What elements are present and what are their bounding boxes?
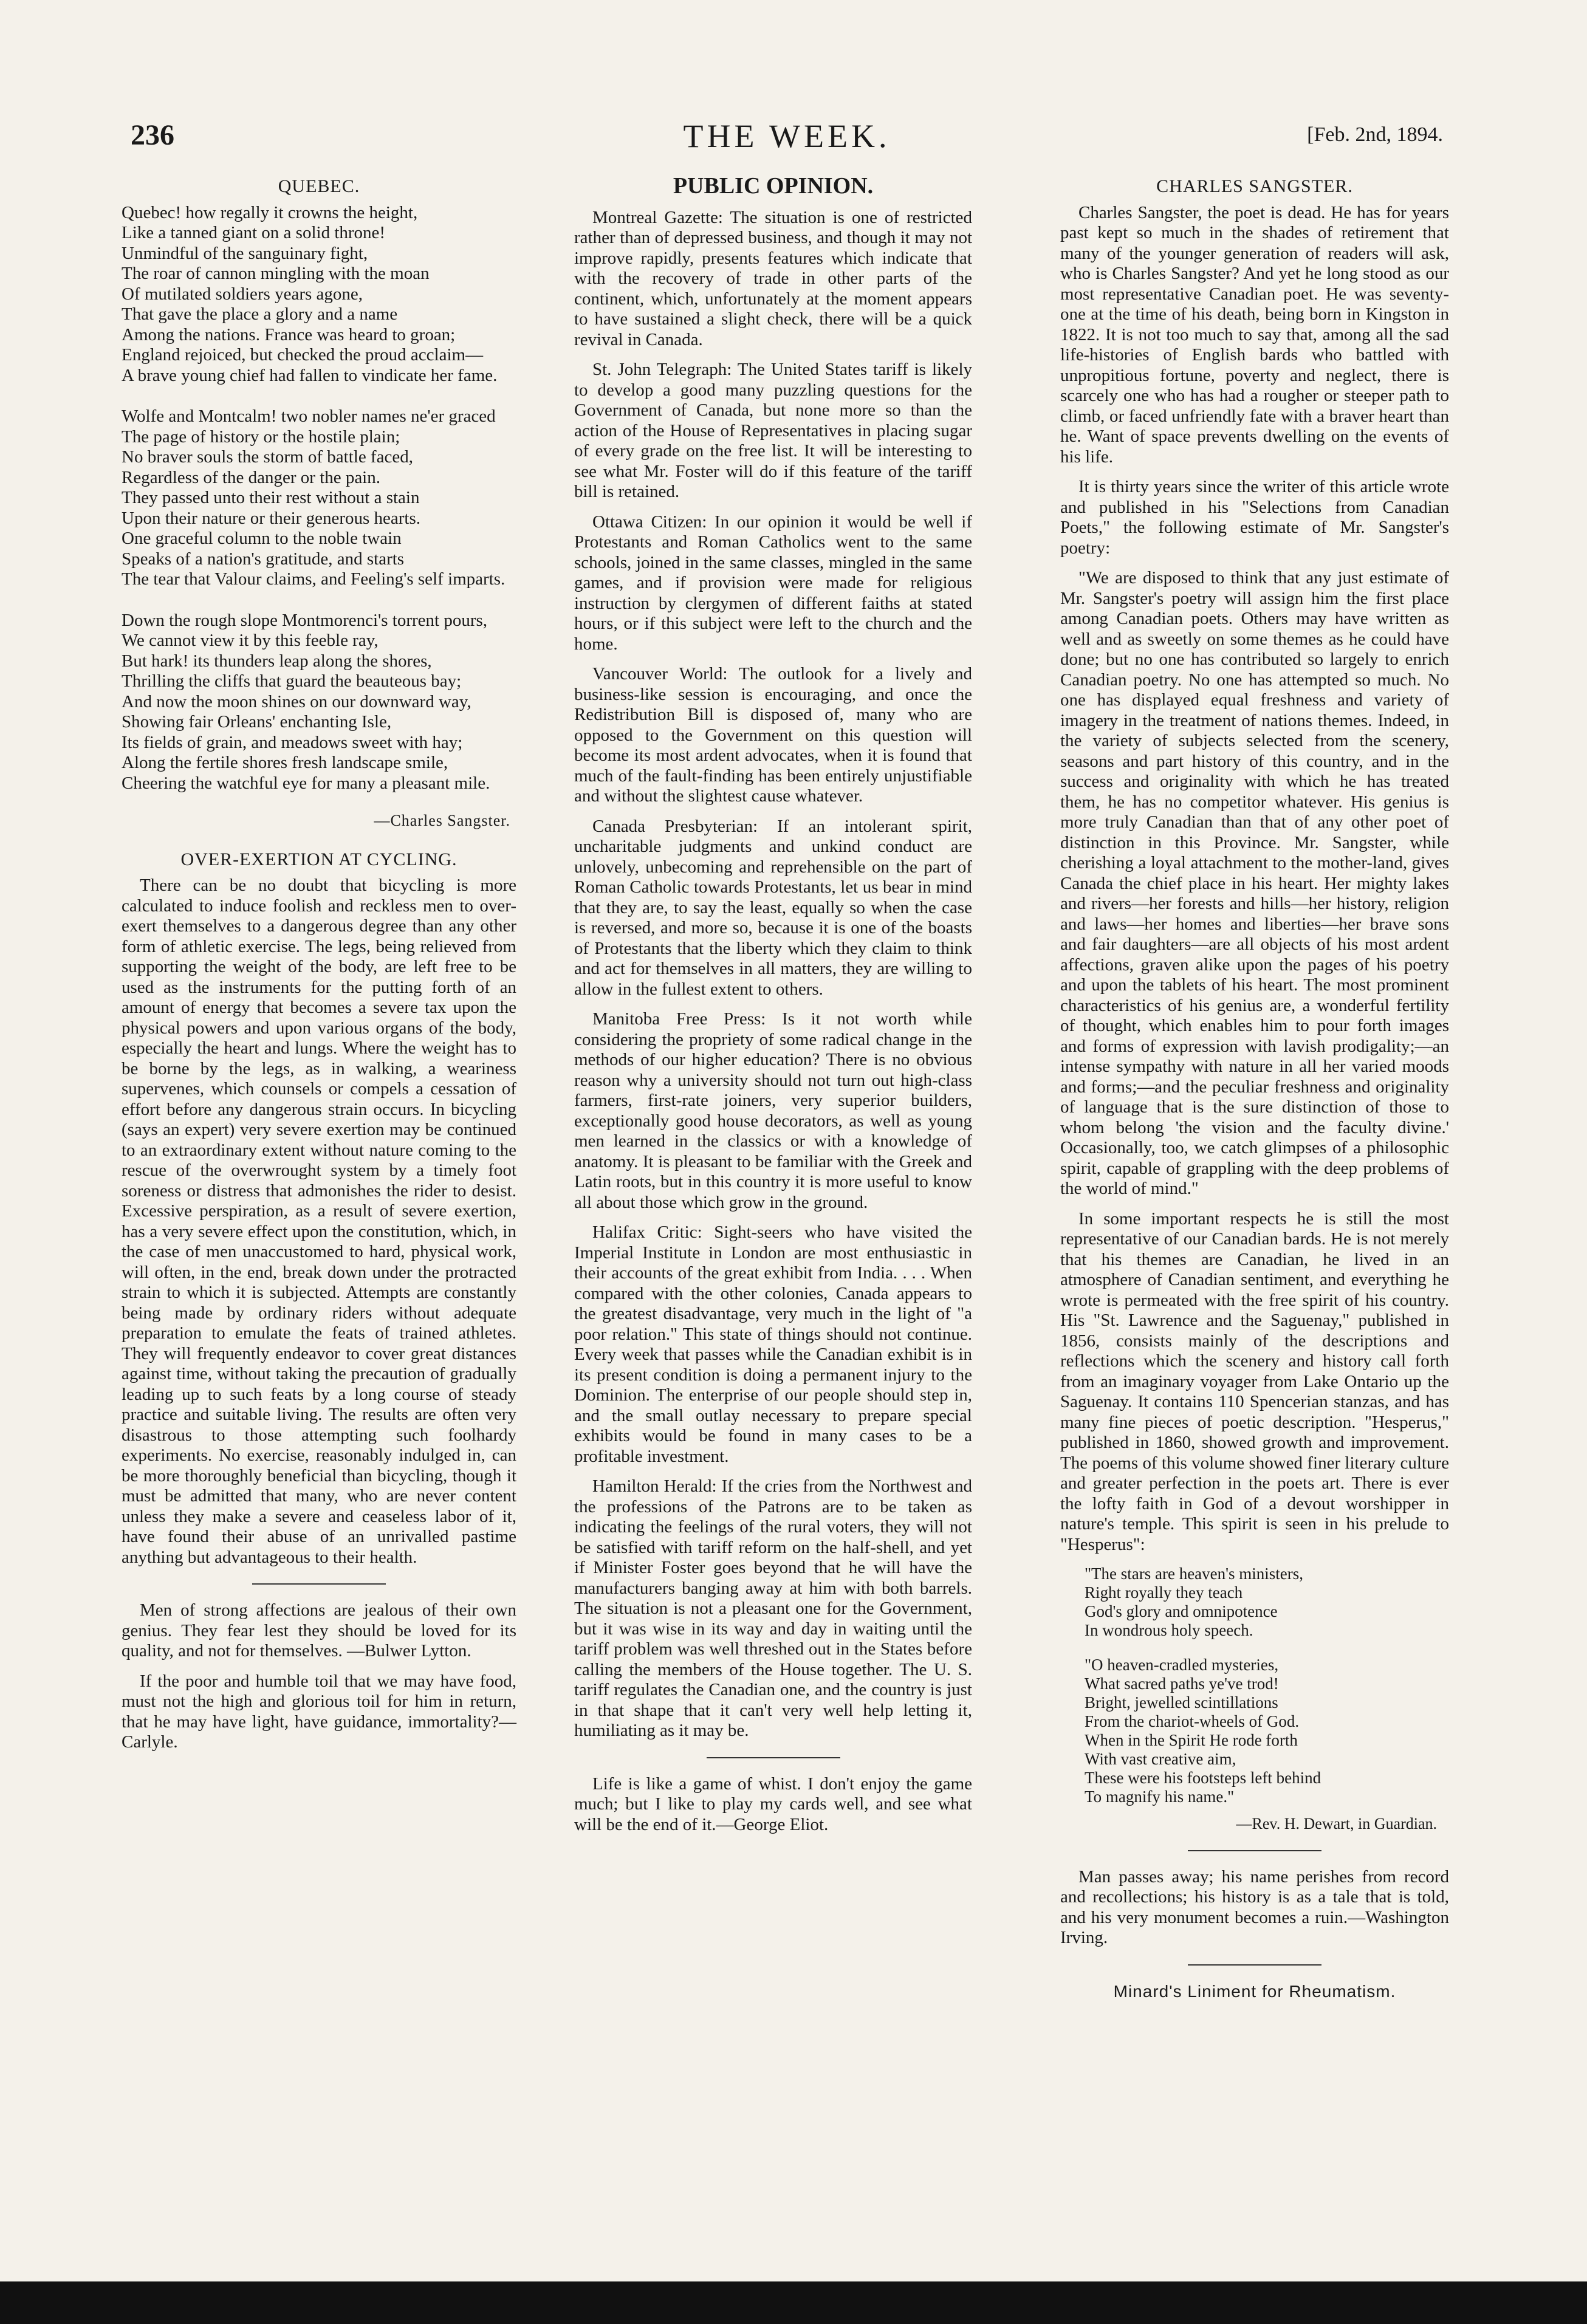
verse-line: In wondrous holy speech. xyxy=(1085,1621,1253,1639)
divider xyxy=(1188,1964,1321,1966)
issue-date: [Feb. 2nd, 1894. xyxy=(1307,123,1443,146)
article-paragraph: It is thirty years since the writer of this article wrote and published in his "Selections from Canadian Poets," the following estimate of Mr. Sangster's poetry: xyxy=(1060,477,1449,558)
quoted-verse xyxy=(1085,1565,1449,1806)
poem-line: One graceful column to the noble twain xyxy=(122,529,402,548)
poem-line: Like a tanned giant on a solid throne! xyxy=(122,223,386,242)
article-title: CHARLES SANGSTER. xyxy=(1156,176,1353,196)
quote-irving: Man passes away; his name perishes from record and recollections; his history is as a tale that is told, and his very monument becomes a ruin.—Washington Irving. xyxy=(1060,1866,1449,1947)
article-paragraph: Charles Sangster, the poet is dead. He has for years past kept so much in the shades of retirement that many of the younger generation of readers will ask, who is Charles Sangster? And yet he long stood as our most representative Canadian poet. He was seventy-one at the time of his death, being born in Kingston in 1822. It is not too much to say that, among all the sad life-histories of English bards who battled with unpropitious fortune, poverty and neglect, there is scarcely one who has had a rougher or steeper path to climb, or faced unfriendly fate with a braver heart than he. Want of space prevents dwelling on the events of his life. xyxy=(1060,202,1449,467)
poem-line: That gave the place a glory and a name xyxy=(122,304,398,324)
divider xyxy=(1188,1850,1321,1851)
column-left xyxy=(122,176,516,1763)
divider xyxy=(707,1757,840,1758)
poem-line: But hark! its thunders leap along the shores, xyxy=(122,651,432,671)
poem-line: Wolfe and Montcalm! two nobler names ne'er graced xyxy=(122,406,496,426)
opinion-item: Hamilton Herald: If the cries from the Northwest and the professions of the Patrons are to be taken as indicating the feelings of the rural voters, they will not be satisfied with tariff reform on the half-shell, and yet if Minister Foster goes beyond that he will have the manufacturers banging away at him with both barrels. The situation is not a pleasant one for the Government, but it was wise in its way and day in waiting until the tariff problem was well threshed out in the States before calling the members of the House together. The U. S. tariff regulates the Canadian one, and the country is just in that shape that it can't very well help letting it, humiliating as it may be. xyxy=(574,1476,972,1740)
poem-line: Speaks of a nation's gratitude, and starts xyxy=(122,549,405,569)
verse-line: Right royally they teach xyxy=(1085,1583,1243,1602)
verse-line: "O heaven-cradled mysteries, xyxy=(1085,1656,1279,1674)
poem-line: Along the fertile shores fresh landscape smile, xyxy=(122,753,448,772)
divider xyxy=(252,1583,386,1585)
scan-edge-shadow xyxy=(0,2281,1587,2324)
verse-line: What sacred paths ye've trod! xyxy=(1085,1674,1279,1693)
poem-line: They passed unto their rest without a stain xyxy=(122,488,420,507)
column-middle xyxy=(574,173,972,1845)
poem-line: Quebec! how regally it crowns the height, xyxy=(122,202,418,222)
quote-eliot: Life is like a game of whist. I don't enjoy the game much; but I like to play my cards well, and see what will be the end of it.—George Eliot. xyxy=(574,1774,972,1834)
poem-line: And now the moon shines on our downward way, xyxy=(122,691,471,711)
opinion-item: Montreal Gazette: The situation is one of restricted rather than of depressed business, and though it may not improve rapidly, presents features which indicate that with the recovery of trade in other parts of the continent, which, unfortunately at the moment appears to have sustained a slight check, there will be a quick revival in Canada. xyxy=(574,207,972,349)
stanza-3 xyxy=(122,611,516,794)
section-title: PUBLIC OPINION. xyxy=(673,173,874,199)
poem-line: Unmindful of the sanguinary fight, xyxy=(122,243,368,263)
verse-line: "The stars are heaven's ministers, xyxy=(1085,1565,1304,1583)
poem-line: No braver souls the storm of battle faced, xyxy=(122,447,413,467)
verse-line: These were his footsteps left behind xyxy=(1085,1769,1321,1787)
poem-attribution: —Charles Sangster. xyxy=(374,812,510,829)
poem-line: Its fields of grain, and meadows sweet with hay; xyxy=(122,732,463,752)
poem-line: Thrilling the cliffs that guard the beauteous bay; xyxy=(122,671,462,691)
poem-line: Upon their nature or their generous hearts. xyxy=(122,508,421,528)
masthead xyxy=(131,118,1443,167)
stanza-1 xyxy=(122,203,516,386)
column-right xyxy=(1060,176,1449,2001)
verse-line: God's glory and omnipotence xyxy=(1085,1602,1278,1620)
opinion-item: St. John Telegraph: The United States tariff is likely to develop a good many puzzling questions for the Government of Canada, but none more so than the action of the House of Representatives in placing sugar of every grade on the free list. It will be interesting to see what Mr. Foster will do if this feature of the tariff bill is retained. xyxy=(574,360,972,501)
poem-line: Among the nations. France was heard to groan; xyxy=(122,324,456,344)
poem-line: A brave young chief had fallen to vindicate her fame. xyxy=(122,365,498,385)
poem-line: The tear that Valour claims, and Feeling's self imparts. xyxy=(122,569,506,589)
stanza-2 xyxy=(122,406,516,590)
opinion-item: Canada Presbyterian: If an intolerant spirit, uncharitable judgments and unkind conduct are unlovely, unbecoming and reprehensible on the part of Roman Catholic towards Protestants, let us bear in mind that they are, to say the least, equally so when the case is reversed, and more so, because it is one of the boasts of Protestants that the liberty which they claim to think and act for themselves in all matters, they are willing to allow in the fullest extent to others. xyxy=(574,816,972,999)
poem-line: The roar of cannon mingling with the moan xyxy=(122,264,430,283)
verse-line: When in the Spirit He rode forth xyxy=(1085,1731,1298,1749)
poem-line: Cheering the watchful eye for many a pleasant mile. xyxy=(122,773,490,793)
article-paragraph: In some important respects he is still the most representative of our Canadian bards. He is not merely that his themes are Canadian, he lived in an atmosphere of Canadian sentiment, and everything he wrote is permeated with the free spirit of his country. His "St. Lawrence and the Saguenay," published in 1856, consists mainly of the descriptions and reflections which the scenery and history call forth from an imaginary voyager from Lake Ontario up the Saguenay. It contains 110 Spencerian stanzas, and has many fine pieces of poetic description. "Hesperus," published in 1860, showed growth and improvement. The poems of this volume showed finer literary culture and greater perfection in the poets art. There is ever the lofty faith in God of a devout worshipper in nature's temple. This spirit is seen in his prelude to "Hesperus": xyxy=(1060,1208,1449,1554)
poem-line: England rejoiced, but checked the proud acclaim— xyxy=(122,345,484,365)
article-paragraph: "We are disposed to think that any just estimate of Mr. Sangster's poetry will assign him the first place among Canadian poets. Others may have written as well and as sweetly on some themes as he could have done; but no one has contributed so largely to enrich Canadian poetry. No one has attempted so much. No one has displayed equal freshness and variety of imagery in the treatment of nations themes. Indeed, in the variety of subjects selected from the scenery, seasons and part history of this country, and in the success and originality with which he has treated them, he has no competitor whatever. His genius is more truly Canadian than that of any other poet of distinction in this Province. Mr. Sangster, while cherishing a loyal attachment to the mother-land, gives Canada the chief place in his heart. Her mighty lakes and rivers—her forests and hills—her history, religion and laws—her homes and liberties—her brave sons and fair daughters—are all objects of his most ardent affections, graven alike upon the pages of his poetry and upon the tablets of his heart. The most prominent characteristics of his genius are, a wonderful fertility of thought, which enables him to pour forth images and forms of expression with lavish prodigality;—an intense sympathy with nature in all her varied moods and forms;—and the peculiar freshness and originality of language that is the sure distinction of those to whom belong 'the vision and the faculty divine.' Occasionally, too, we catch glimpses of a philosophic spirit, capable of grappling with the deep problems of the world of mind." xyxy=(1060,568,1449,1198)
verse-attribution: —Rev. H. Dewart, in Guardian. xyxy=(1236,1815,1437,1832)
quote-carlyle: If the poor and humble toil that we may have food, must not the high and glorious toil for him in return, that he may have light, have guidance, immortality?—Carlyle. xyxy=(122,1671,516,1752)
quote-lytton: Men of strong affections are jealous of their own genius. They fear lest they should be loved for its quality, and not for themselves. —Bulwer Lytton. xyxy=(122,1600,516,1661)
poem-title: QUEBEC. xyxy=(278,176,360,196)
poem-quebec xyxy=(122,203,516,794)
opinion-item: Halifax Critic: Sight-seers who have visited the Imperial Institute in London are most enthusiastic in their accounts of the great exhibit from India. . . . When compared with the other colonies, Canada appears to the greatest disadvantage, very much in the light of "a poor relation." This state of things should not continue. Every week that passes while the Canadian exhibit is in its present condition is doing a permanent injury to the Dominion. The enterprise of our people should step in, and the small outlay necessary to prepare special exhibits would be found in many cases to be a profitable investment. xyxy=(574,1222,972,1466)
article-title: OVER-EXERTION AT CYCLING. xyxy=(180,849,458,869)
opinion-item: Manitoba Free Press: Is it not worth while considering the propriety of some radical change in the methods of our higher education? There is no obvious reason why a university should not turn out high-class farmers, first-rate joiners, very superior builders, exceptionally good house decorators, as well as young men learned in the classics or with a knowledge of anatomy. It is pleasant to be familiar with the Greek and Latin roots, but in this country it is more useful to know all about those which grow in the ground. xyxy=(574,1009,972,1212)
poem-line: Regardless of the danger or the pain. xyxy=(122,467,380,487)
poem-line: We cannot view it by this feeble ray, xyxy=(122,631,379,650)
opinion-item: Ottawa Citizen: In our opinion it would be well if Protestants and Roman Catholics went to the same schools, joined in the same classes, mingled in the same games, and if provision were made for religious instruction by clergymen of different faiths at stated hours, or if this subject were left to the church and the home. xyxy=(574,512,972,654)
advertisement: Minard's Liniment for Rheumatism. xyxy=(1113,1981,1396,2001)
verse-line: Bright, jewelled scintillations xyxy=(1085,1693,1278,1712)
poem-line: Down the rough slope Montmorenci's torrent pours, xyxy=(122,610,488,630)
verse-line: With vast creative aim, xyxy=(1085,1750,1236,1768)
poem-line: Showing fair Orleans' enchanting Isle, xyxy=(122,712,392,732)
journal-title: THE WEEK. xyxy=(683,118,891,154)
article-body: There can be no doubt that bicycling is more calculated to induce foolish and reckless men to over-exert themselves to a dangerous degree than any other form of athletic exercise. The legs, being relieved from supporting the weight of the body, are left free to be used as the instruments for the putting forth of an amount of energy that becomes a severe tax upon the physical powers and upon various organs of the body, especially the heart and lungs. Where the weight has to be borne by the legs, as in walking, a weariness supervenes, which counsels or compels a cessation of effort before any dangerous strain occurs. In bicycling (says an expert) very severe exertion may be continued to an extraordinary extent without nature coming to the rescue of the overwrought system by a timely foot soreness or distress that admonishes the rider to desist. Excessive perspiration, as a result of severe exertion, has a very severe effect upon the constitution, which, in the case of men unaccustomed to hard, physical work, will often, in the end, break down under the protracted strain to which it is subjected. Attempts are constantly being made by ordinary riders without adequate preparation to emulate the feats of trained athletes. They will frequently endeavor to cover great distances against time, without taking the precaution of gradually leading up to such feats by a long course of steady practice and suitable living. The results are often very disastrous to those attempting such foolhardy experiments. No exercise, reasonably indulged in, can be more thoroughly beneficial than bicycling, though it must be admitted that many, who are never content unless they make a severe and ceaseless labor of it, have found their abuse of an unrivalled pastime anything but advantageous to their health. xyxy=(122,876,516,1567)
opinion-item: Vancouver World: The outlook for a lively and business-like session is encouraging, and once the Redistribution Bill is disposed of, many who are opposed to the Government on this question will become its most ardent advocates, when it is found that much of the fault-finding has been entirely unjustifiable and without the slightest cause whatever. xyxy=(574,664,972,806)
verse-line: From the chariot-wheels of God. xyxy=(1085,1712,1300,1730)
verse-line: To magnify his name." xyxy=(1085,1788,1235,1806)
poem-line: Of mutilated soldiers years agone, xyxy=(122,284,363,304)
poem-line: The page of history or the hostile plain; xyxy=(122,427,400,447)
page-number: 236 xyxy=(131,119,174,151)
